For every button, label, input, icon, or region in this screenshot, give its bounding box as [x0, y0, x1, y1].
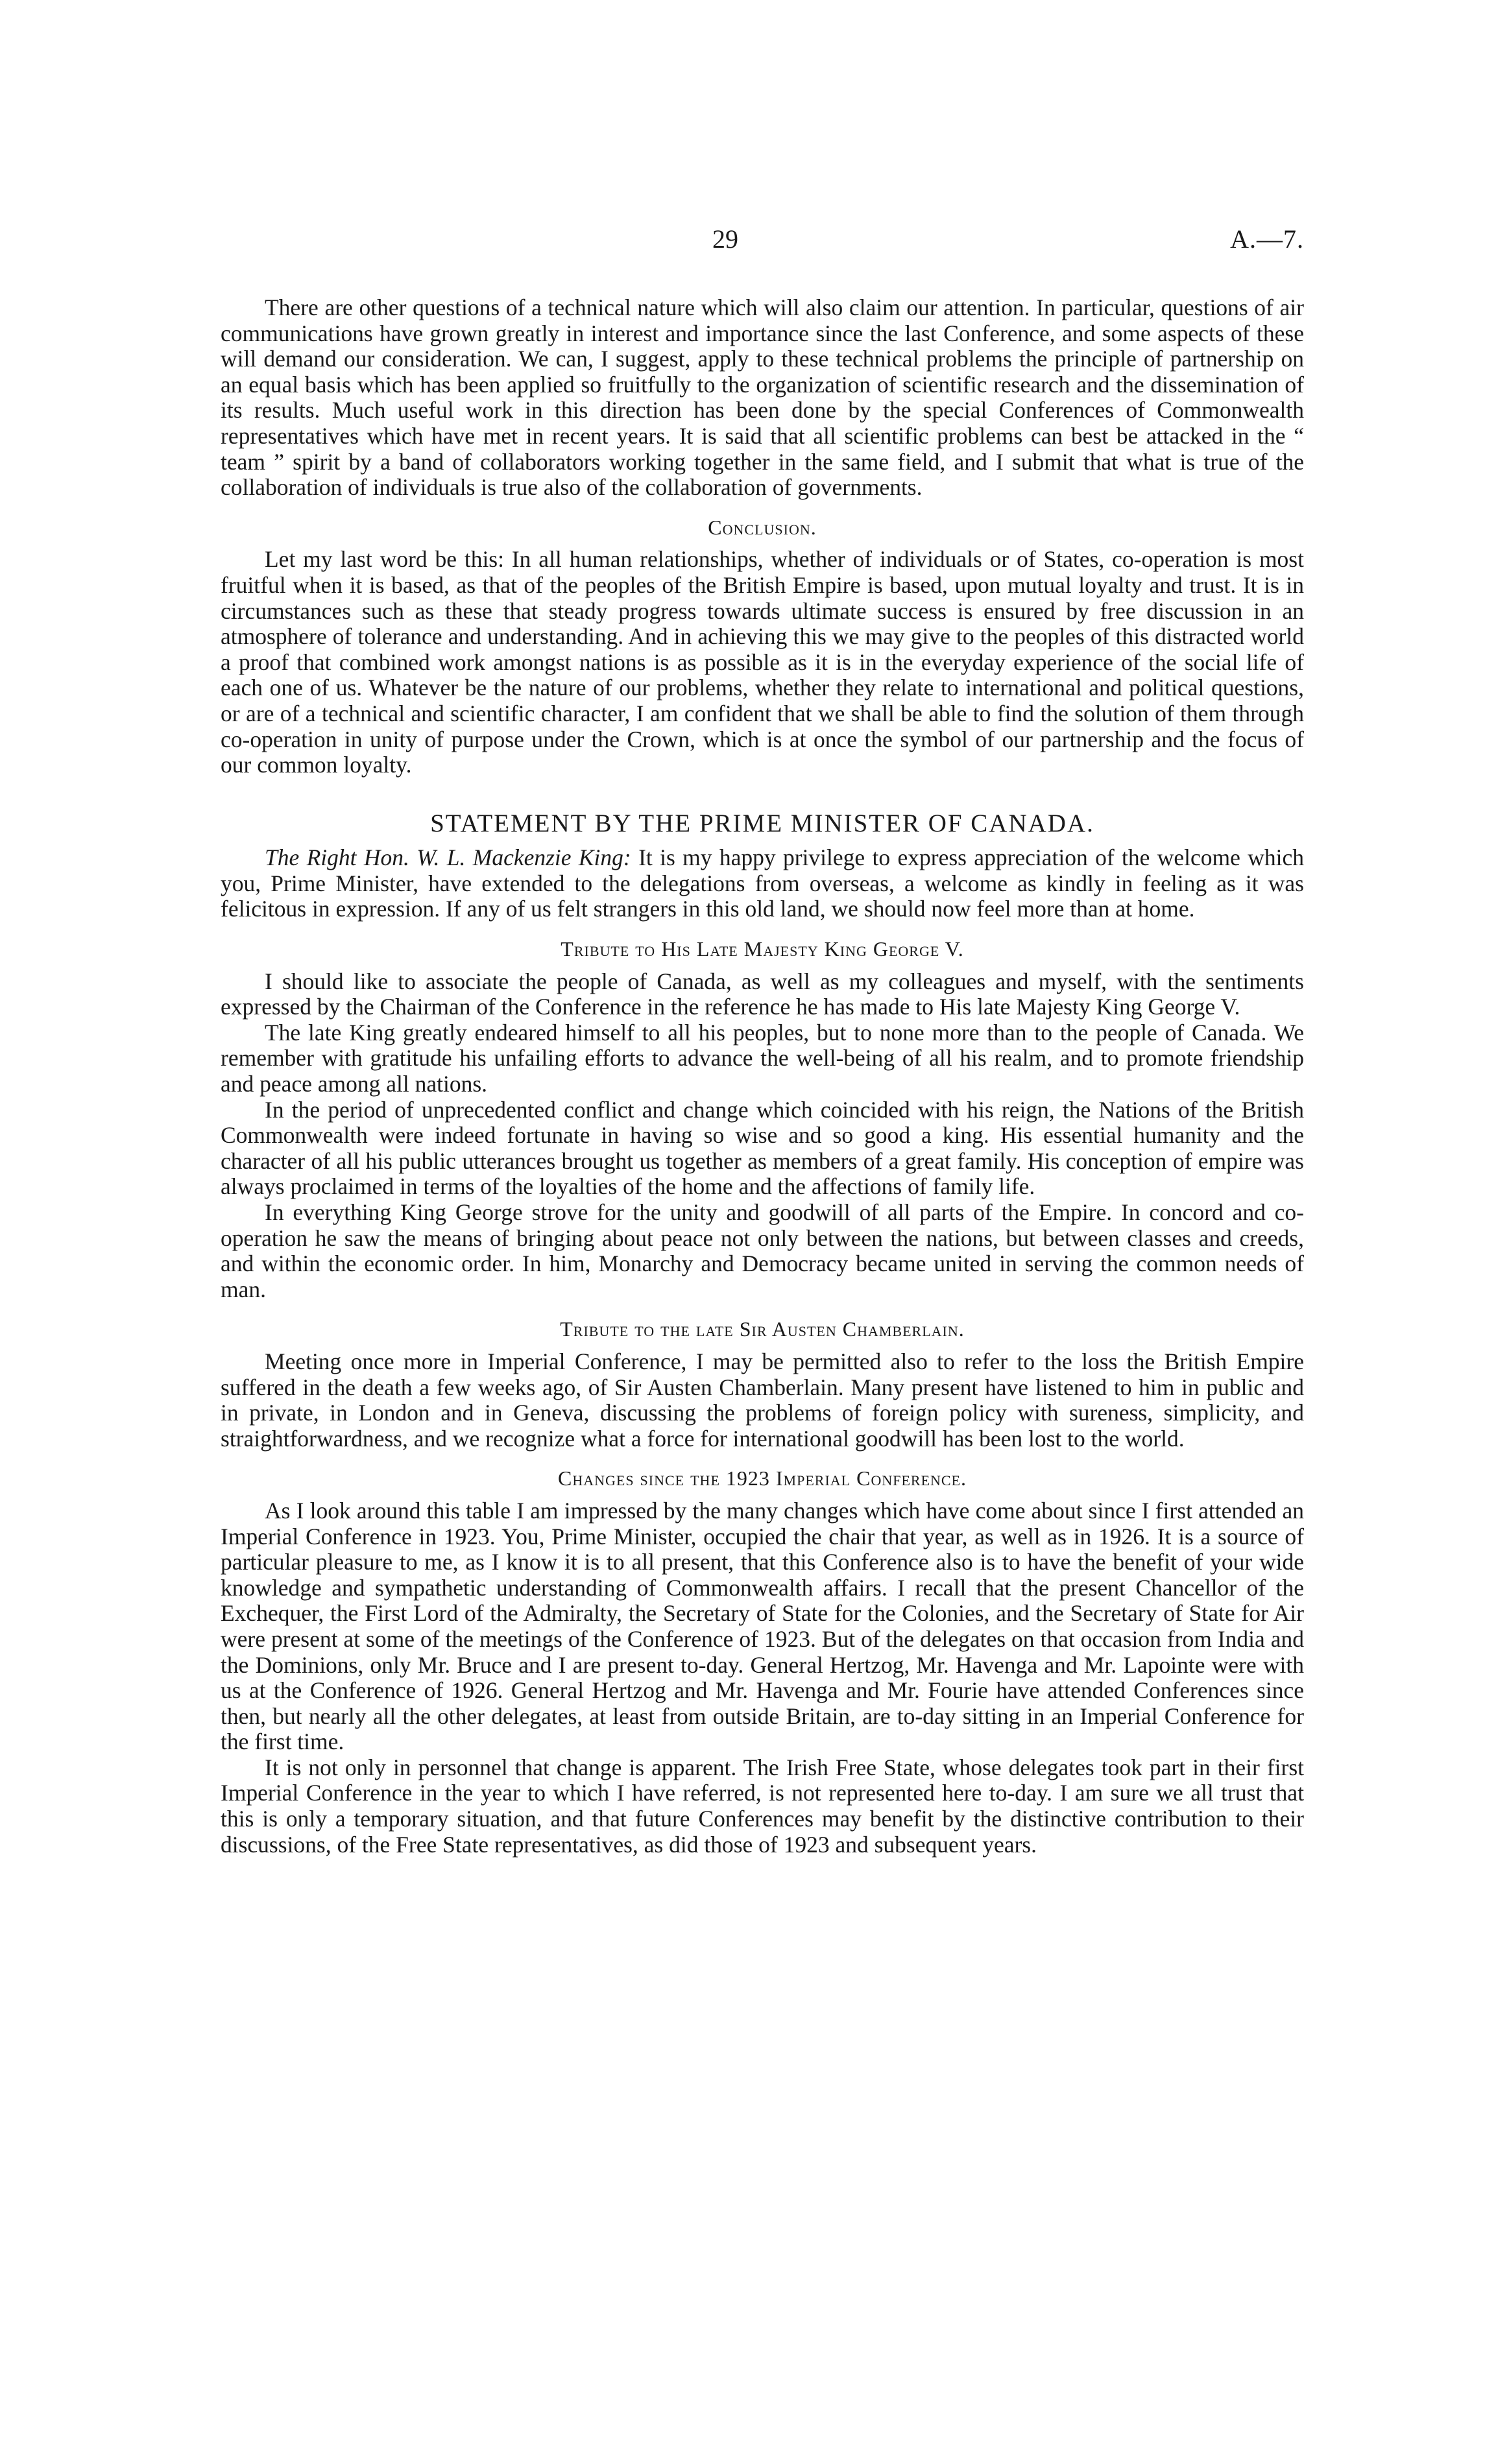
section-heading-conclusion: Conclusion. [708, 515, 817, 539]
paragraph-period-of-conflict: In the period of unprecedented conflict and change which coincided with his reign, the Nations of the British Commonwealth were indeed fortunate in having so wise and so good a king. His essential humanity and the character of all his public utterances brought us together as members of a great family. His conception of empire was always proclaimed in terms of the loyalties of the home and the affections of family life. [221, 1096, 1304, 1200]
paragraph-conclusion: Let my last word be this: In all human relationships, whether of individuals or of States, co-operation is most fruitful when it is based, as that of the peoples of the British Empire is based, upon mutual loyalty and trust. It is in circumstances such as these that steady progress towards ultimate success is ensured by free discussion in an atmosphere of tolerance and understanding. And in achieving this we may give to the peoples of this distracted world a proof that combined work amongst nations is as possible as it is in the everyday experience of the social life of each one of us. Whatever be the nature of our problems, whether they relate to international and political questions, or are of a technical and scientific character, I am confident that we shall be able to find the solution of them through co-operation in unity of purpose under the Crown, which is at once the symbol of our partnership and the focus of our common loyalty. [221, 546, 1304, 778]
section-heading-tribute-king: Tribute to His Late Majesty King George V. [561, 937, 964, 961]
paragraph-irish-free-state: It is not only in personnel that change is apparent. The Irish Free State, whose delegates took part in their first Imperial Conference in the year to which I have referred, is not represented here to-day. I am sure we all trust that this is only a temporary situation, and that future Conferences may benefit by the distinctive contribution to their discussions, of the Free State representatives, as did those of 1923 and subsequent years. [221, 1754, 1304, 1858]
paragraph-late-king: The late King greatly endeared himself to all his peoples, but to none more than to the people of Canada. We remember with gratitude his unfailing efforts to advance the well-being of all his realm, and to promote friendship and peace among all nations. [221, 1019, 1304, 1097]
paragraph-welcome [221, 845, 1304, 922]
speaker-name: The Right Hon. W. L. Mackenzie King: [265, 844, 631, 871]
page-body [221, 295, 1304, 1858]
page-header [221, 224, 1304, 263]
paragraph-associate-canada: I should like to associate the people of Canada, as well as my colleagues and myself, with the sentiments expressed by the Chairman of the Conference in the reference he has made to His late Majesty King George V. [221, 968, 1304, 1020]
section-heading-tribute-chamberlain: Tribute to the late Sir Austen Chamberlain. [560, 1317, 965, 1341]
document-series-mark: A.—7. [1230, 224, 1304, 254]
paragraph-changes: As I look around this table I am impressed by the many changes which have come about since I first attended an Imperial Conference in 1923. You, Prime Minister, occupied the chair that year, as well as in 1926. It is a source of particular pleasure to me, as I know it is to all present, that this Conference also is to have the benefit of your wide knowledge and sympathetic understanding of Commonwealth affairs. I recall that the present Chancellor of the Exchequer, the First Lord of the Admiralty, the Secretary of State for the Colonies, and the Secretary of State for Air were present at some of the meetings of the Conference of 1923. But of the delegates on that occasion from India and the Dominions, only Mr. Bruce and I are present to-day. General Hertzog, Mr. Havenga and Mr. Lapointe were with us at the Conference of 1926. General Hertzog and Mr. Havenga and Mr. Fourie have attended Conferences since then, but nearly all the other delegates, at least from outside Britain, are to-day sitting in an Imperial Conference for the first time. [221, 1497, 1304, 1755]
paragraph-chamberlain: Meeting once more in Imperial Conference, I may be permitted also to refer to the loss the British Empire suffered in the death a few weeks ago, of Sir Austen Chamberlain. Many present have listened to him in public and in private, in London and in Geneva, discussing the problems of foreign policy with sureness, simplicity, and straightforwardness, and we recognize what a force for international goodwill has been lost to the world. [221, 1348, 1304, 1452]
section-heading-changes: Changes since the 1923 Imperial Conference. [557, 1466, 967, 1490]
page-number: 29 [712, 224, 738, 254]
statement-heading: STATEMENT BY THE PRIME MINISTER OF CANADA. [430, 809, 1094, 837]
paragraph-welcome-text: It is my happy privilege to express appreciation of the welcome which you, Prime Minister, have extended to the delegations from overseas, a welcome as kindly in feeling as it was felicitous in expression. If any of us felt strangers in this old land, we should now feel more than at home. [221, 844, 1304, 922]
paragraph-king-george-unity: In everything King George strove for the unity and goodwill of all parts of the Empire. In concord and co-operation he saw the means of bringing about peace not only between the nations, but between classes and creeds, and within the economic order. In him, Monarchy and Democracy became united in serving the common needs of man. [221, 1199, 1304, 1302]
paragraph-technical-questions: There are other questions of a technical nature which will also claim our attention. In particular, questions of air communications have grown greatly in interest and importance since the last Conference, and some aspects of these will demand our consideration. We can, I suggest, apply to these technical problems the principle of partnership on an equal basis which has been applied so fruitfully to the organization of scientific research and the dissemination of its results. Much useful work in this direction has been done by the special Conferences of Commonwealth representatives which have met in recent years. It is said that all scientific problems can best be attacked in the “ team ” spirit by a band of collaborators working together in the same field, and I submit that what is true of the collaboration of individuals is true also of the collaboration of governments. [221, 294, 1304, 501]
